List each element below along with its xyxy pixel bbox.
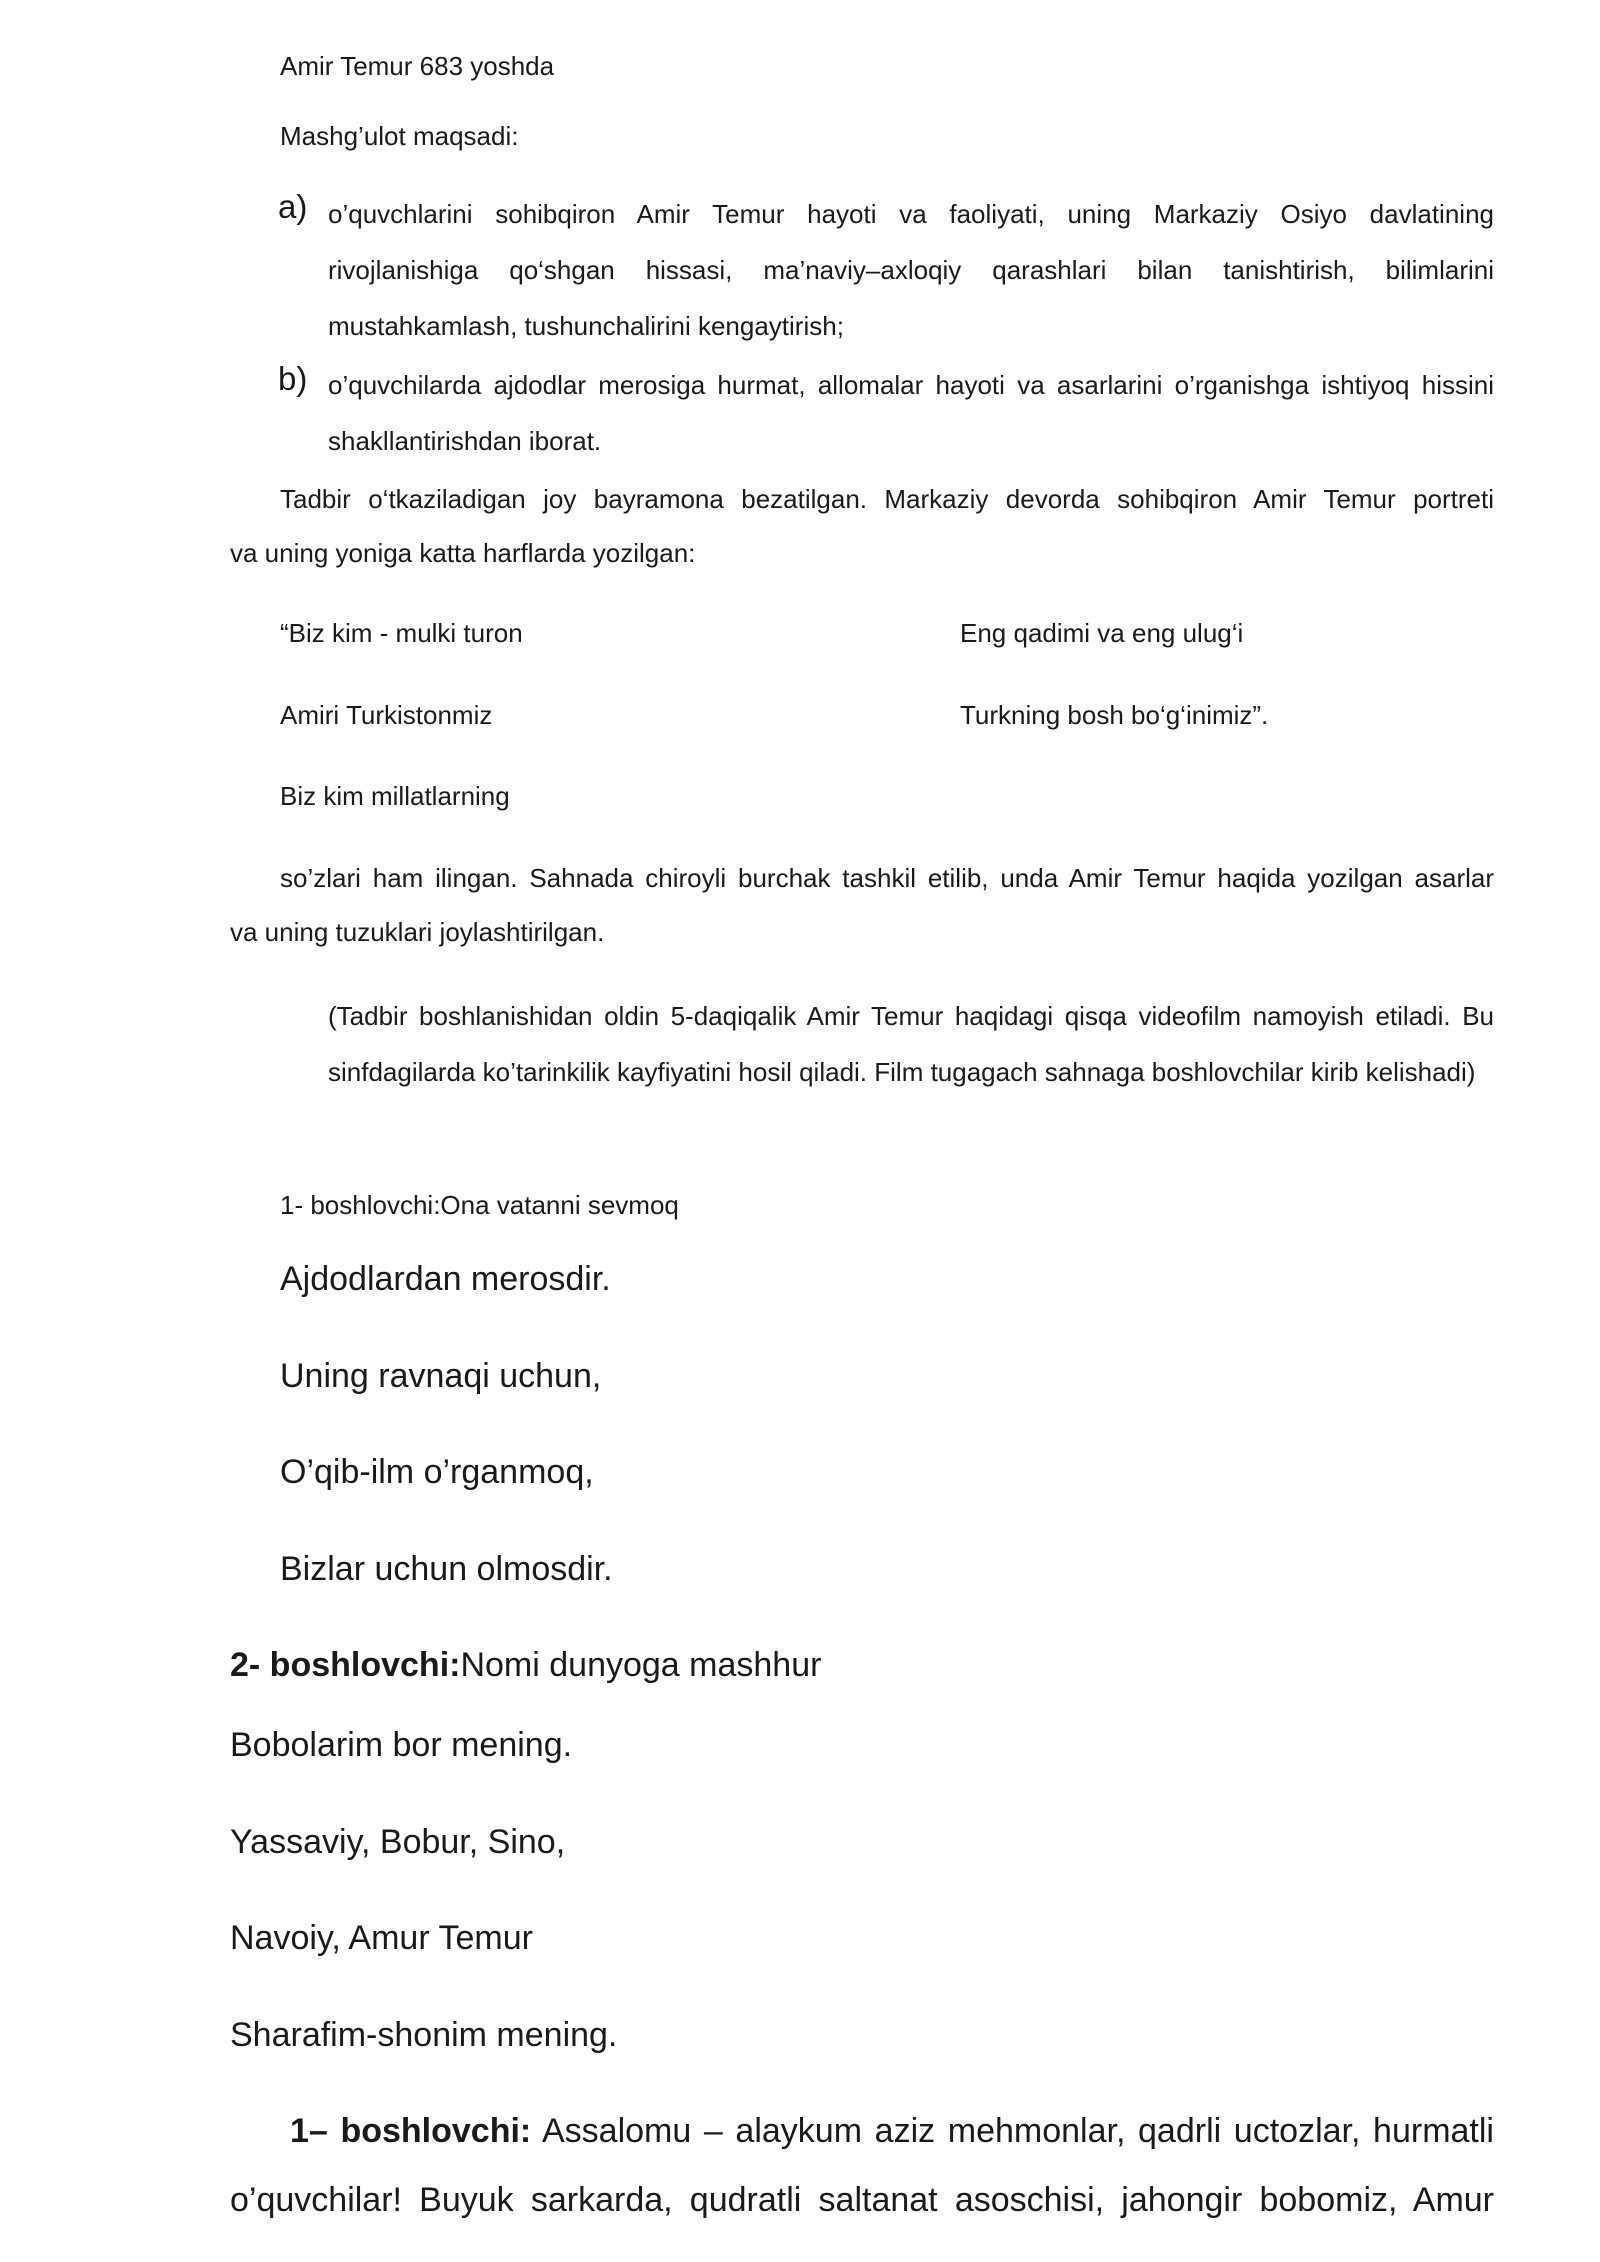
host1-speech-text-1: Assalomu – alaykum aziz mehmonlar, qadrli uctozlar, hurmatli — [531, 2112, 1494, 2150]
stage-note: (Tadbir boshlanishidan oldin 5-daqiqalik Amir Temur haqidagi qisqa videofilm namoyish etiladi. Bu sinfdagilarda ko’tarinkilik kayfiyatini hosil qiladi. Film tugagach sahnaga boshlovchilar kirib kelishadi) — [328, 1001, 1494, 1087]
setting-line-1: Tadbir o‘tkaziladigan joy bayramona bezatilgan. Markaziy devorda sohibqiron Amir Temur portreti — [280, 484, 1494, 514]
stage-line-1: so’zlari ham ilingan. Sahnada chiroyli burchak tashkil etilib, unda Amir Temur haqida yozilgan asarlar — [280, 863, 1494, 893]
wall-poem-left-1: “Biz kim - mulki turon — [280, 618, 523, 648]
host2-line-3: Navoiy, Amur Temur — [230, 1919, 533, 1957]
host1-line-1: Ajdodlardan merosdir. — [280, 1260, 611, 1298]
host1-speech-line-2: o’quvchilar! Buyuk sarkarda, qudratli saltanat asoschisi, jahongir bobomiz, Amur — [230, 2181, 1494, 2219]
host2-line-1: Bobolarim bor mening. — [230, 1726, 573, 1764]
wall-poem-right-1: Eng qadimi va eng ulug‘i — [960, 618, 1244, 648]
host2-first-line — [230, 1646, 821, 1685]
stage-line-2: va uning tuzuklari joylashtirilgan. — [230, 917, 605, 947]
host1-speech-label: 1– boshlovchi: — [290, 2112, 532, 2150]
wall-poem-right-2: Turkning bosh bo‘g‘inimiz”. — [960, 700, 1269, 730]
goal-heading: Mashg’ulot maqsadi: — [280, 121, 519, 151]
host1-speech-line-1 — [290, 2112, 1494, 2151]
goal-a-text: o’quvchlarini sohibqiron Amir Temur hayoti va faoliyati, uning Markaziy Osiyo davlatining rivojlanishiga qo‘shgan hissasi, ma’naviy–axloqiy qarashlari bilan tanishtirish, bilimlarini mustahkamlash, tushunchalirini kengaytirish; — [328, 199, 1494, 341]
host2-first-text: Nomi dunyoga mashhur — [460, 1646, 822, 1684]
host1-line-4: Bizlar uchun olmosdir. — [280, 1550, 613, 1588]
host2-line-2: Yassaviy, Bobur, Sino, — [230, 1823, 566, 1861]
setting-line-2: va uning yoniga katta harflarda yozilgan: — [230, 538, 696, 568]
host2-label: 2- boshlovchi: — [230, 1646, 461, 1684]
host2-line-4: Sharafim-shonim mening. — [230, 2016, 618, 2054]
goal-a-marker: a) — [278, 188, 308, 225]
goal-b-marker: b) — [278, 360, 308, 397]
host1-line-2: Uning ravnaqi uchun, — [280, 1357, 602, 1395]
wall-poem-left-3: Biz kim millatlarning — [280, 781, 510, 811]
goal-b-text: o’quvchilarda ajdodlar merosiga hurmat, allomalar hayoti va asarlarini o’rganishga ishtiyoq hissini shakllantirishdan iborat. — [328, 370, 1494, 456]
host1-intro: 1- boshlovchi:Ona vatanni sevmoq — [280, 1190, 679, 1220]
document-title: Amir Temur 683 yoshda — [280, 51, 555, 81]
wall-poem-left-2: Amiri Turkistonmiz — [280, 700, 493, 730]
host1-line-3: O’qib-ilm o’rganmoq, — [280, 1453, 594, 1491]
